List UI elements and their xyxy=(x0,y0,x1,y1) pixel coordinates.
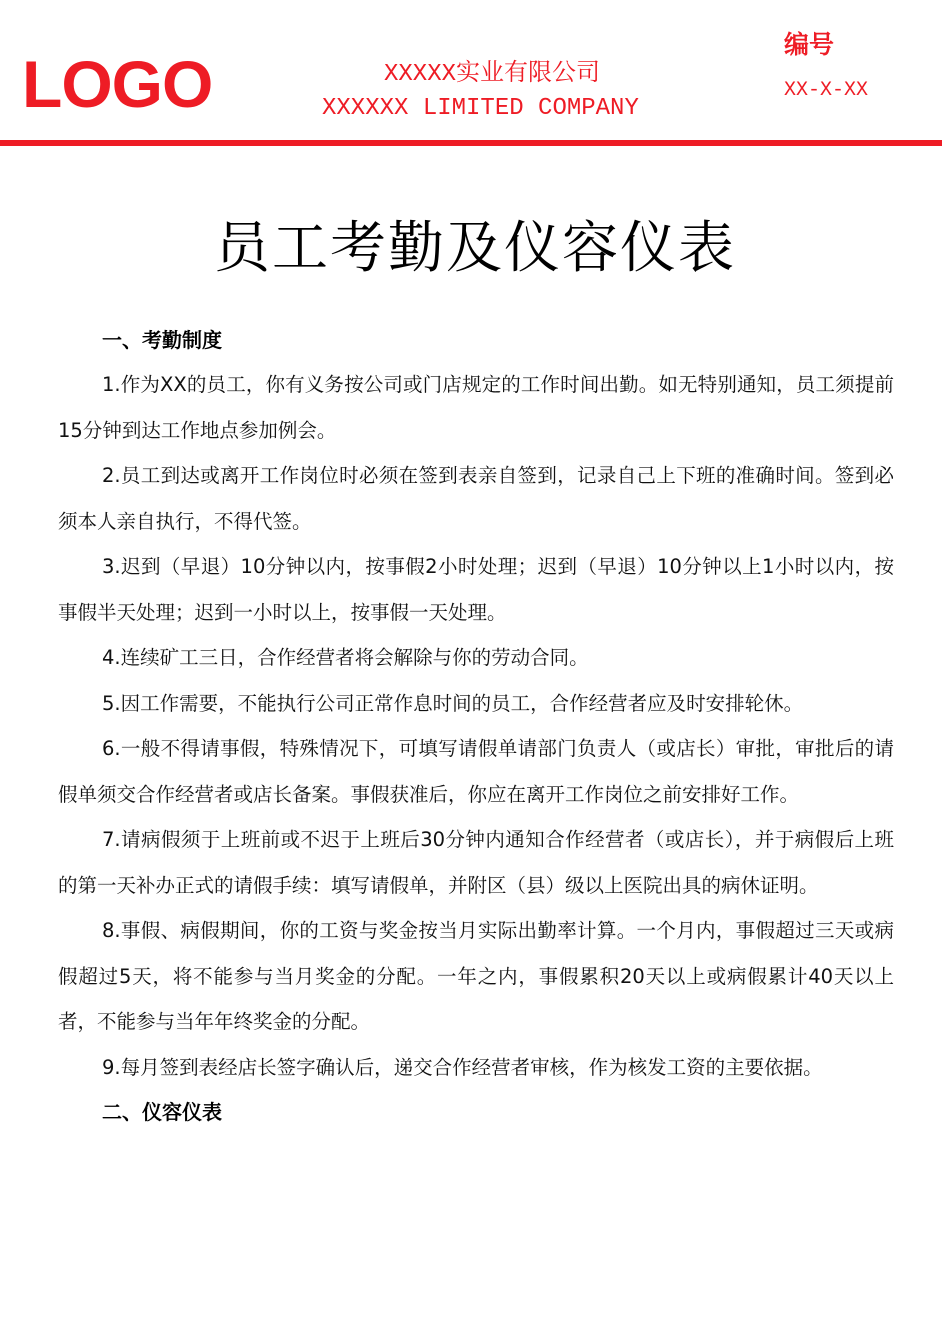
paragraph: 2.员工到达或离开工作岗位时必须在签到表亲自签到，记录自己上下班的准确时间。签到必须本人亲自执行，不得代签。 xyxy=(58,464,894,533)
section-heading-appearance: 二、仪容仪表 xyxy=(102,1100,222,1124)
paragraph: 6.一般不得请事假，特殊情况下，可填写请假单请部门负责人（或店长）审批，审批后的请假单须交合作经营者或店长备案。事假获准后，你应在离开工作岗位之前安排好工作。 xyxy=(58,737,894,806)
document-title: 员工考勤及仪容仪表 xyxy=(214,216,736,281)
paragraph: 8.事假、病假期间，你的工资与奖金按当月实际出勤率计算。一个月内，事假超过三天或病假超过5天，将不能参与当月奖金的分配。一年之内，事假累积20天以上或病假累计40天以上者，不能参与当年年终奖金的分配。 xyxy=(58,919,894,1033)
paragraph: 5.因工作需要，不能执行公司正常作息时间的员工，合作经营者应及时安排轮休。 xyxy=(102,691,804,715)
section-heading-attendance: 一、考勤制度 xyxy=(102,328,222,352)
paragraph: 9.每月签到表经店长签字确认后，递交合作经营者审核，作为核发工资的主要依据。 xyxy=(102,1055,823,1079)
company-name-chinese: XXXXX实业有限公司 xyxy=(384,61,601,88)
company-name-english: XXXXXX LIMITED COMPANY xyxy=(322,95,639,122)
document-code-label: 编号 xyxy=(784,30,835,59)
company-logo: LOGO xyxy=(22,47,213,121)
paragraph: 3.迟到（早退）10分钟以内，按事假2小时处理；迟到（早退）10分钟以上1小时以内，按事假半天处理；迟到一小时以上，按事假一天处理。 xyxy=(58,555,894,624)
document-code-value: XX-X-XX xyxy=(784,79,869,102)
paragraph: 1.作为XX的员工，你有义务按公司或门店规定的工作时间出勤。如无特别通知，员工须提前15分钟到达工作地点参加例会。 xyxy=(58,373,894,442)
paragraph: 4.连续矿工三日，合作经营者将会解除与你的劳动合同。 xyxy=(102,646,589,669)
paragraph: 7.请病假须于上班前或不迟于上班后30分钟内通知合作经营者（或店长），并于病假后上班的第一天补办正式的请假手续：填写请假单，并附区（县）级以上医院出具的病休证明。 xyxy=(58,828,894,897)
header-divider xyxy=(0,140,942,146)
document-body xyxy=(58,318,894,1134)
